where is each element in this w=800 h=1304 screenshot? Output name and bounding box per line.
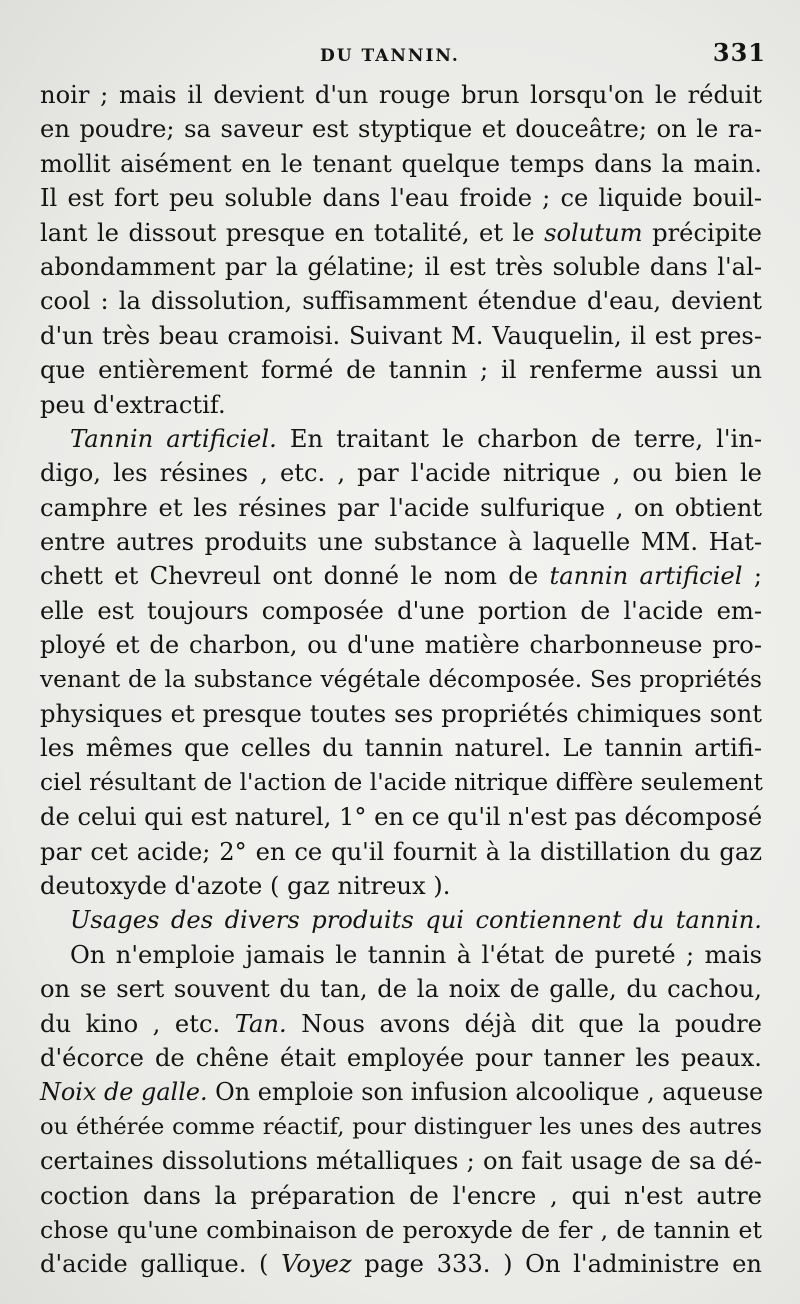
text-line xyxy=(40,800,762,834)
text-segment: on se sert souvent du tan, de la noix de galle, du cachou, xyxy=(40,975,762,1004)
text-line xyxy=(40,319,762,353)
text-segment: physiques et presque toutes ses propriétés chimiques sont xyxy=(40,700,762,729)
text-line xyxy=(40,388,762,422)
text-segment: Nous avons déjà dit que la poudre xyxy=(286,1009,762,1038)
text-segment: mollit aisément en le tenant quelque temps dans la main. xyxy=(40,149,762,178)
text-line xyxy=(40,1110,762,1144)
text-line xyxy=(40,835,762,869)
text-segment: deutoxyde d'azote ( gaz nitreux ). xyxy=(40,871,451,900)
text-segment: lant le dissout presque en totalité, et le xyxy=(40,218,545,247)
text-line xyxy=(40,216,762,250)
page-header xyxy=(0,34,800,74)
text-segment: En traitant le charbon de terre, l'in- xyxy=(276,424,762,453)
text-segment: coction dans la préparation de l'encre , qui n'est autre xyxy=(40,1181,762,1210)
text-line xyxy=(40,1007,762,1041)
text-segment: par cet acide; 2° en ce qu'il fournit à la distillation du gaz xyxy=(40,837,762,866)
text-segment: camphre et les résines par l'acide sulfurique , on obtient xyxy=(40,493,762,522)
text-line xyxy=(40,112,762,146)
text-line xyxy=(40,628,762,662)
text-line xyxy=(40,78,762,112)
text-segment: en poudre; sa saveur est styptique et douceâtre; on le ra- xyxy=(40,115,762,144)
text-segment: chett et Chevreul ont donné le nom de xyxy=(40,562,550,591)
text-line xyxy=(40,250,762,284)
text-segment: précipite xyxy=(642,218,762,247)
text-segment: d'écorce de chêne était employée pour tanner les peaux. xyxy=(40,1043,762,1072)
text-line xyxy=(40,284,762,318)
text-line xyxy=(40,1213,762,1247)
text-segment: ciel résultant de l'action de l'acide nitrique diffère seulement xyxy=(40,768,763,796)
text-line xyxy=(40,422,762,456)
text-line xyxy=(40,491,762,525)
text-segment: d'un très beau cramoisi. Suivant M. Vauquelin, il est pres- xyxy=(40,321,762,350)
text-line xyxy=(40,869,762,903)
italic-text-segment: Tannin artificiel. xyxy=(70,424,277,453)
text-segment: les mêmes que celles du tannin naturel. Le tannin artifi- xyxy=(40,734,762,763)
text-segment: chose qu'une combinaison de peroxyde de fer , de tannin et xyxy=(40,1215,762,1244)
text-segment: ; xyxy=(742,562,762,591)
text-segment: ployé et de charbon, ou d'une matière charbonneuse pro- xyxy=(40,631,762,660)
text-line xyxy=(40,353,762,387)
text-segment: de celui qui est naturel, 1° en ce qu'il n'est pas décomposé xyxy=(40,803,763,832)
italic-text-segment: Usages des divers produits qui contiennent du tannin. xyxy=(70,906,762,935)
text-segment: page 333. ) On l'administre en xyxy=(351,1250,762,1279)
text-line xyxy=(40,972,762,1006)
text-line xyxy=(40,731,762,765)
italic-text-segment: Voyez xyxy=(281,1250,352,1279)
text-line xyxy=(40,903,762,937)
text-segment: cool : la dissolution, suffisamment étendue d'eau, devient xyxy=(40,287,762,316)
text-line xyxy=(40,456,762,490)
italic-text-segment: Noix de galle. xyxy=(40,1078,208,1107)
italic-text-segment: solutum xyxy=(544,218,643,247)
text-line xyxy=(40,663,762,697)
text-line xyxy=(40,1144,762,1178)
text-line xyxy=(40,1041,762,1075)
text-segment: Il est fort peu soluble dans l'eau froide ; ce liquide bouil- xyxy=(40,184,762,213)
text-segment: elle est toujours composée d'une portion de l'acide em- xyxy=(40,596,762,625)
text-line xyxy=(40,938,762,972)
text-line xyxy=(40,147,762,181)
text-segment: entre autres produits une substance à laquelle MM. Hat- xyxy=(40,528,762,557)
text-line xyxy=(40,1179,762,1213)
text-line xyxy=(40,766,762,800)
text-line xyxy=(40,559,762,593)
text-line xyxy=(40,697,762,731)
text-segment: venant de la substance végétale décomposée. Ses propriétés xyxy=(40,665,762,693)
text-segment: d'acide gallique. ( xyxy=(40,1250,282,1279)
text-line xyxy=(40,1075,762,1109)
text-segment: On n'emploie jamais le tannin à l'état de pureté ; mais xyxy=(70,940,762,969)
text-line xyxy=(40,594,762,628)
text-line xyxy=(40,525,762,559)
text-segment: noir ; mais il devient d'un rouge brun lorsqu'on le réduit xyxy=(40,81,762,109)
text-line xyxy=(40,181,762,215)
text-segment: peu d'extractif. xyxy=(40,390,226,419)
text-segment: ou éthérée comme réactif, pour distinguer les unes des autres xyxy=(40,1113,762,1140)
text-segment: certaines dissolutions métalliques ; on fait usage de sa dé- xyxy=(40,1147,762,1176)
text-line xyxy=(40,1247,762,1281)
text-segment: du kino , etc. xyxy=(40,1009,235,1038)
text-segment: que entièrement formé de tannin ; il renferme aussi un xyxy=(40,356,762,385)
italic-text-segment: Tan. xyxy=(234,1009,287,1038)
text-segment: abondamment par la gélatine; il est très soluble dans l'al- xyxy=(40,252,762,281)
text-segment: On emploie son infusion alcoolique , aqueuse xyxy=(207,1078,764,1107)
page-number: 331 xyxy=(712,38,766,67)
body-text xyxy=(40,78,762,1282)
italic-text-segment: tannin artificiel xyxy=(549,562,743,591)
text-segment: digo, les résines , etc. , par l'acide nitrique , ou bien le xyxy=(40,459,762,488)
running-head: DU TANNIN. xyxy=(320,46,460,66)
